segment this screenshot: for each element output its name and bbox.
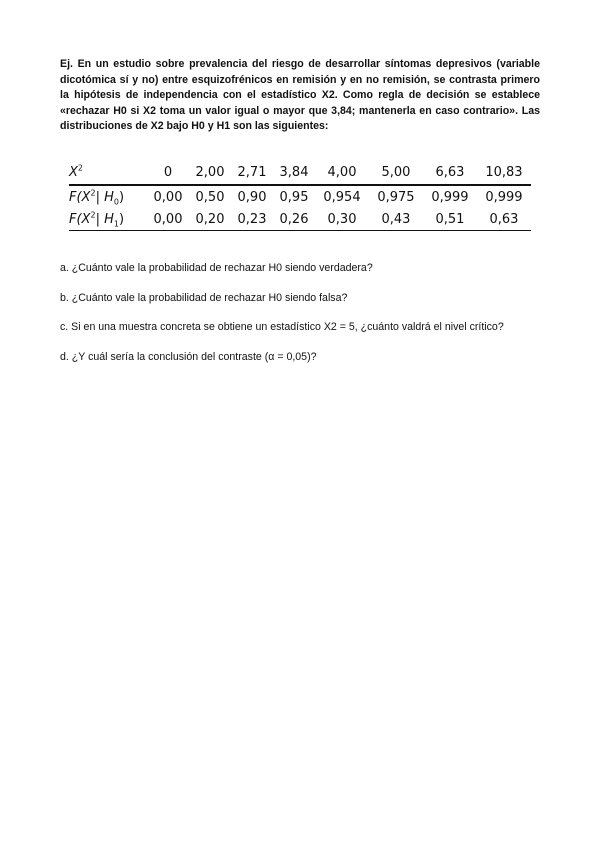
table-cell: 0,50 bbox=[195, 189, 225, 205]
distribution-table-container bbox=[69, 160, 531, 231]
header-value: 6,63 bbox=[423, 160, 477, 185]
header-label-chi-square bbox=[69, 160, 147, 185]
table-header-row bbox=[69, 160, 531, 185]
table-cell: 0,23 bbox=[231, 208, 273, 231]
row-label-sup: 2 bbox=[90, 210, 96, 220]
distribution-table bbox=[69, 160, 531, 231]
header-value: 5,00 bbox=[369, 160, 423, 185]
table-cell: 0,00 bbox=[153, 189, 183, 205]
table-row-h0 bbox=[69, 185, 531, 208]
table-cell: 0,975 bbox=[377, 189, 415, 205]
question-c: c. Si en una muestra concreta se obtiene un estadístico X2 = 5, ¿cuánto valdrá el nivel crítico? bbox=[60, 321, 504, 333]
row-label-suffix: ) bbox=[118, 211, 125, 227]
table-cell: 0,63 bbox=[477, 208, 531, 231]
row-label-suffix: ) bbox=[118, 189, 125, 205]
row-label-h1 bbox=[69, 208, 147, 231]
question-a: a. ¿Cuánto vale la probabilidad de rechazar H0 siendo verdadera? bbox=[60, 262, 373, 274]
table-row-h1 bbox=[69, 208, 531, 231]
row-label-prefix: F(X bbox=[69, 189, 91, 205]
table-cell: 0,51 bbox=[423, 208, 477, 231]
header-value: 2,00 bbox=[189, 160, 231, 185]
row-label-h0 bbox=[69, 185, 147, 208]
table-cell: 0,26 bbox=[273, 208, 315, 231]
table-cell: 0,20 bbox=[189, 208, 231, 231]
row-label-sup: 2 bbox=[90, 188, 96, 198]
header-value: 2,71 bbox=[231, 160, 273, 185]
header-value: 0 bbox=[147, 160, 189, 185]
table-cell: 0,90 bbox=[237, 189, 267, 205]
exercise-statement: Ej. En un estudio sobre prevalencia del riesgo de desarrollar síntomas depresivos (variable dicotómica sí y no) entre esquizofrénicos en remisión y en no remisión, se contrasta primero la hipótesis de independencia con el estadístico X2. Como regla de decisión se establece «rechazar H0 si X2 toma un valor igual o mayor que 3,84; mantenerla en caso contrario». Las distribuciones de X2 bajo H0 y H1 son las siguientes: bbox=[60, 58, 540, 132]
header-value: 4,00 bbox=[315, 160, 369, 185]
table-cell: 0,954 bbox=[323, 189, 361, 205]
table-cell: 0,999 bbox=[431, 189, 469, 205]
question-list bbox=[60, 261, 550, 379]
header-value: 3,84 bbox=[273, 160, 315, 185]
table-cell: 0,30 bbox=[315, 208, 369, 231]
table-cell: 0,999 bbox=[485, 189, 523, 205]
question-d: d. ¿Y cuál sería la conclusión del contraste (α = 0,05)? bbox=[60, 350, 317, 363]
table-cell: 0,43 bbox=[369, 208, 423, 231]
row-label-prefix: F(X bbox=[69, 211, 91, 227]
header-label-base: X bbox=[69, 164, 78, 180]
row-label-mid: | H bbox=[95, 189, 114, 205]
question-b: b. ¿Cuánto vale la probabilidad de rechazar H0 siendo falsa? bbox=[60, 291, 348, 304]
row-label-sub: 1 bbox=[113, 219, 119, 229]
row-label-mid: | H bbox=[95, 211, 114, 227]
table-cell: 0,95 bbox=[279, 189, 309, 205]
row-label-sub: 0 bbox=[113, 197, 119, 207]
header-value: 10,83 bbox=[477, 160, 531, 185]
table-cell: 0,00 bbox=[147, 208, 189, 231]
header-label-sup: 2 bbox=[77, 163, 83, 173]
